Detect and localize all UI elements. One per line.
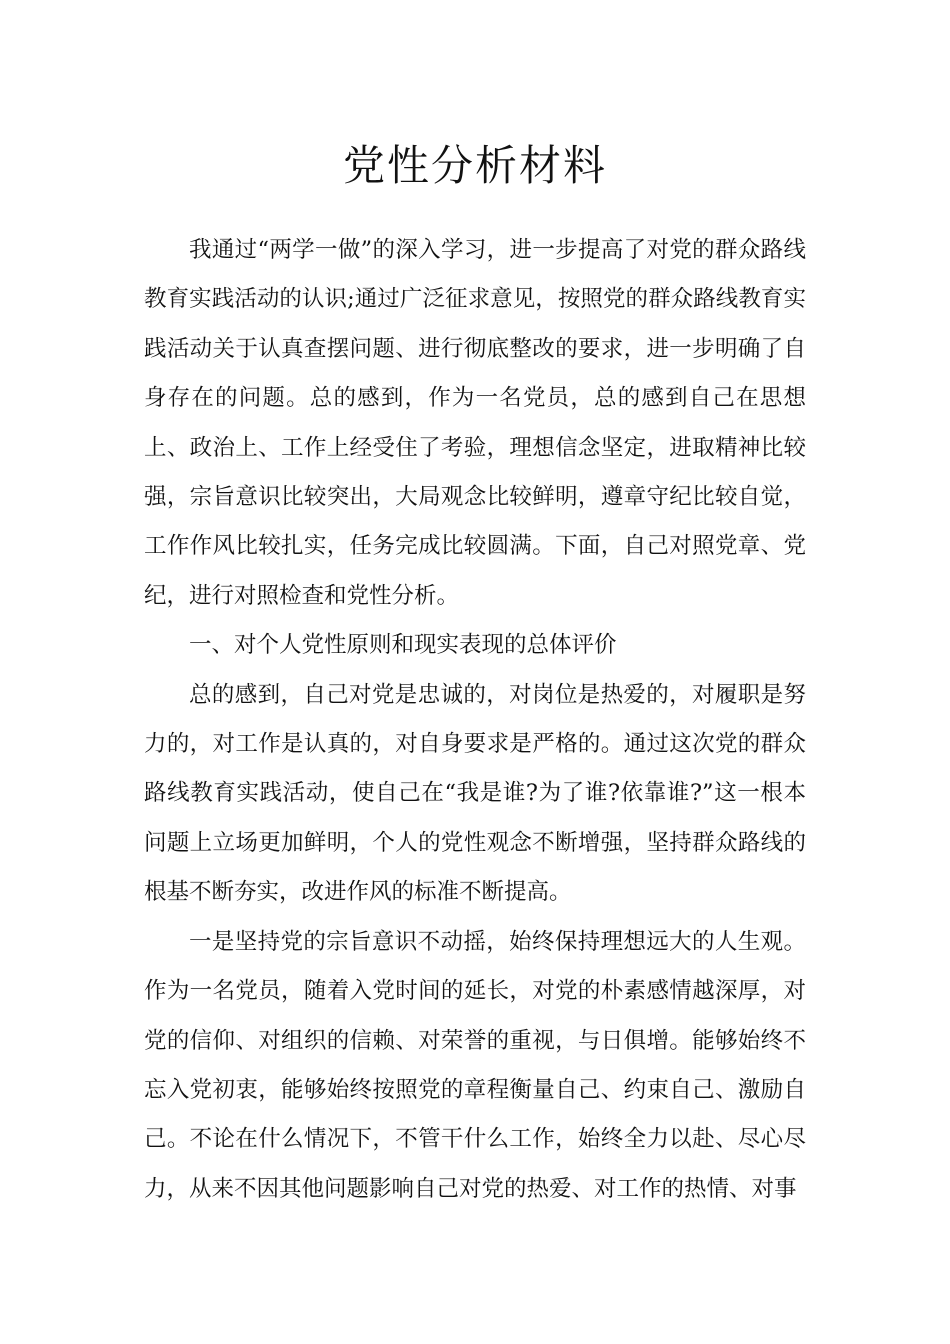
section-heading-1: 一、对个人党性原则和现实表现的总体评价 bbox=[189, 632, 617, 659]
paragraph-overall-evaluation: 总的感到，自己对党是忠诚的，对岗位是热爱的，对履职是努力的，对工作是认真的，对自身要求是严格的。通过这次党的群众路线教育实践活动，使自己在“我是谁?为了谁?依靠谁?”这一根本问题上立场更加鲜明，个人的党性观念不断增强，坚持群众路线的根基不断夯实，改进作风的标准不断提高。 bbox=[144, 681, 806, 906]
document-body bbox=[144, 226, 806, 1214]
paragraph-intro: 我通过“两学一做”的深入学习，进一步提高了对党的群众路线教育实践活动的认识;通过广泛征求意见，按照党的群众路线教育实践活动关于认真查摆问题、进行彻底整改的要求，进一步明确了自身存在的问题。总的感到，作为一名党员，总的感到自己在思想上、政治上、工作上经受住了考验，理想信念坚定，进取精神比较强，宗旨意识比较突出，大局观念比较鲜明，遵章守纪比较自觉，工作作风比较扎实，任务完成比较圆满。下面，自己对照党章、党纪，进行对照检查和党性分析。 bbox=[144, 237, 806, 609]
page-title: 党性分析材料 bbox=[342, 141, 607, 190]
paragraph-point-one: 一是坚持党的宗旨意识不动摇，始终保持理想远大的人生观。作为一名党员，随着入党时间的延长，对党的朴素感情越深厚，对党的信仰、对组织的信赖、对荣誉的重视，与日俱增。能够始终不忘入党初衷，能够始终按照党的章程衡量自己、约束自己、激励自己。不论在什么情况下，不管干什么工作，始终全力以赴、尽心尽力，从来不因其他问题影响自己对党的热爱、对工作的热情、对事 bbox=[144, 928, 806, 1202]
